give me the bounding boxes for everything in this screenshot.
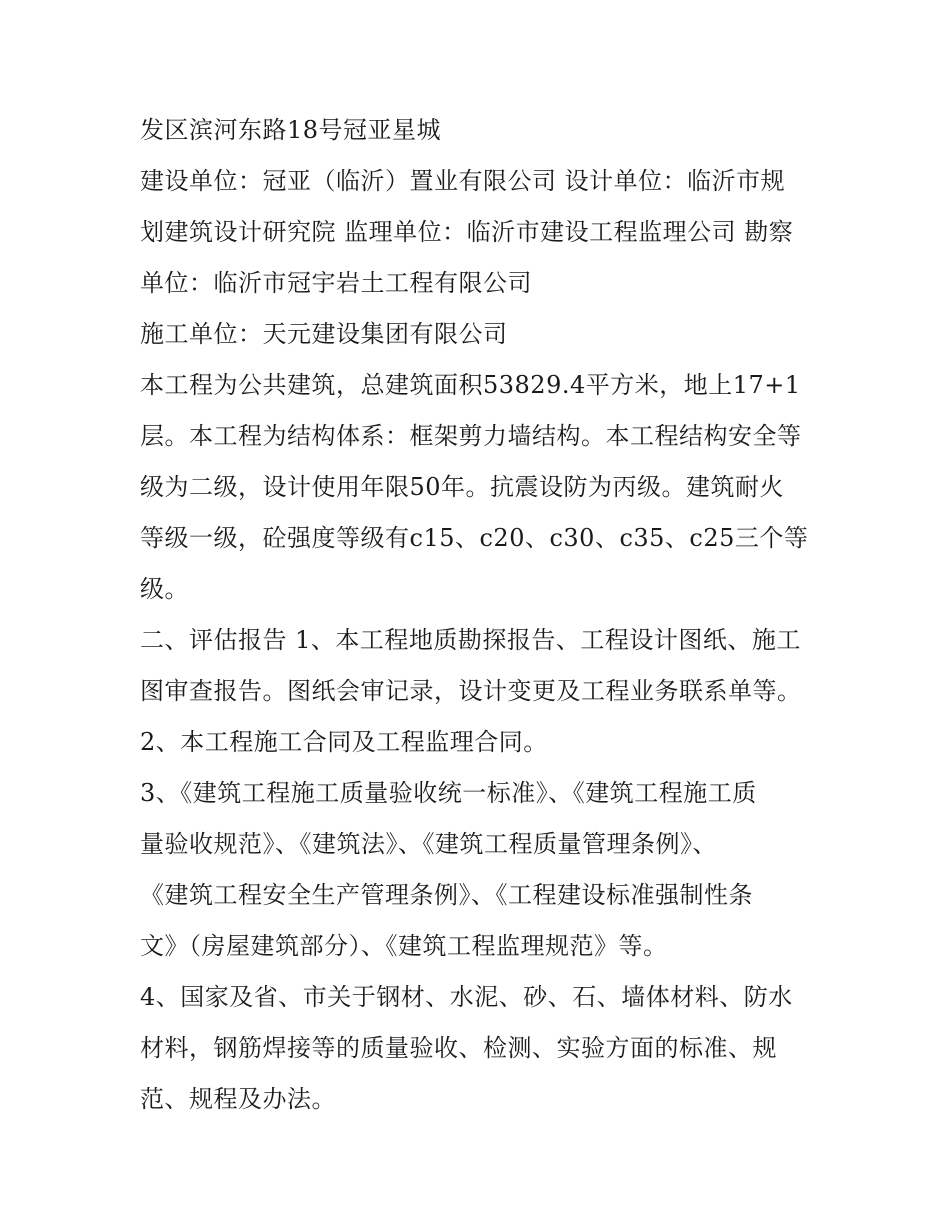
text-line: 3、《建筑工程施工质量验收统一标准》、《建筑工程施工质 [140, 779, 757, 807]
text-line: 划建筑设计研究院 监理单位：临沂市建设工程监理公司 勘察 [140, 218, 794, 246]
text-line: 单位：临沂市冠宇岩土工程有限公司 [140, 269, 532, 297]
text-line: 4、国家及省、市关于钢材、水泥、砂、石、墙体材料、防水 [140, 983, 793, 1011]
text-line: 文》（房屋建筑部分）、《建筑工程监理规范》等。 [140, 932, 668, 960]
text-line: 2、本工程施工合同及工程监理合同。 [140, 728, 548, 756]
text-line: 范、规程及办法。 [140, 1085, 336, 1113]
text-line: 量验收规范》、《建筑法》、《建筑工程质量管理条例》、 [140, 830, 717, 858]
text-line: 级为二级，设计使用年限50年。抗震设防为丙级。建筑耐火 [140, 473, 785, 501]
text-line: 施工单位：天元建设集团有限公司 [140, 320, 508, 348]
text-line: 发区滨河东路18号冠亚星城 [140, 116, 442, 144]
text-line: 级。 [140, 575, 189, 603]
text-line: 二、评估报告 1、本工程地质勘探报告、工程设计图纸、施工 [140, 626, 801, 654]
text-line: 层。本工程为结构体系：框架剪力墙结构。本工程结构安全等 [140, 422, 802, 450]
text-line: 图审查报告。图纸会审记录，设计变更及工程业务联系单等。 [140, 677, 802, 705]
text-line: 本工程为公共建筑，总建筑面积53829.4平方米，地上17+1 [140, 371, 801, 399]
text-line: 等级一级，砼强度等级有c15、c20、c30、c35、c25三个等 [140, 524, 809, 552]
text-line: 《建筑工程安全生产管理条例》、《工程建设标准强制性条 [140, 881, 753, 909]
text-line: 建设单位：冠亚（临沂）置业有限公司 设计单位：临沂市规 [140, 167, 786, 195]
text-line: 材料，钢筋焊接等的质量验收、检测、实验方面的标准、规 [140, 1034, 777, 1062]
document-body [140, 105, 820, 1125]
